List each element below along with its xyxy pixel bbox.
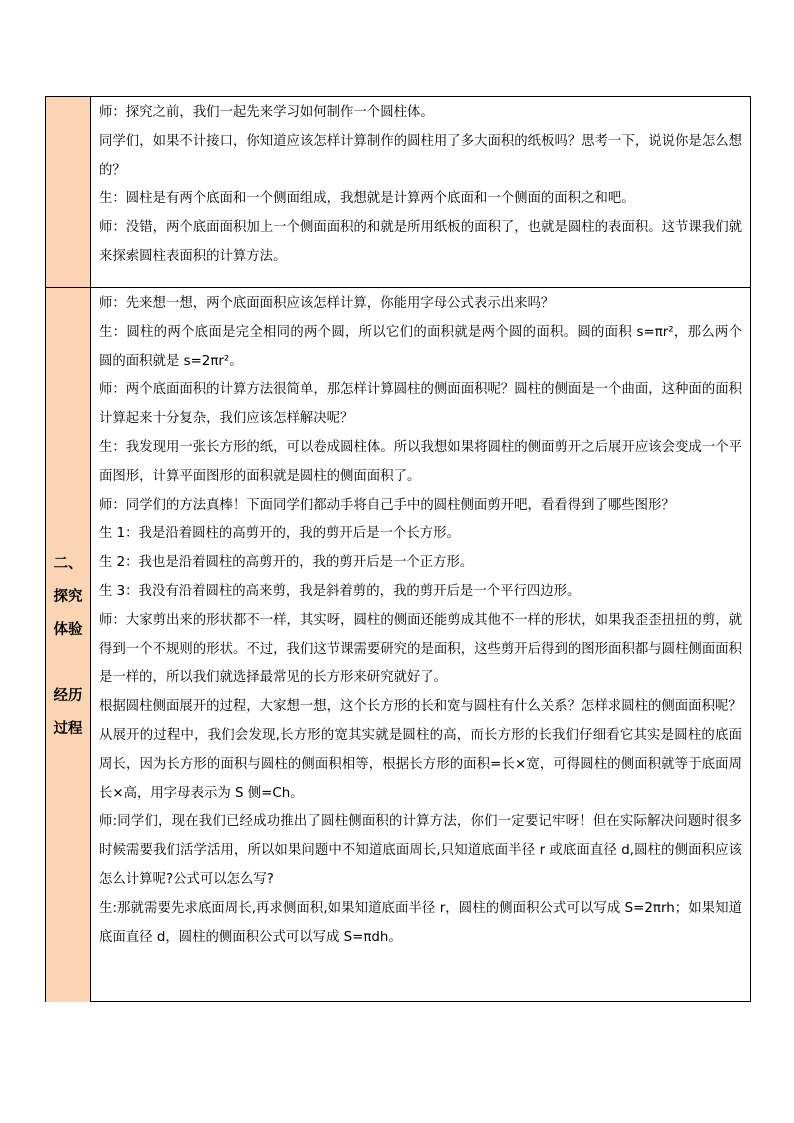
dialogue-paragraph: 生：圆柱是有两个底面和一个侧面组成，我想就是计算两个底面和一个侧面的面积之和吧。 [99,191,635,207]
table-row [46,97,750,288]
dialogue-paragraph: 生 1：我是沿着圆柱的高剪开的，我的剪开后是一个长方形。 [99,526,460,542]
dialogue-paragraph: 生:那就需要先求底面周长,再求侧面积,如果知道底面半径 r，圆柱的侧面积公式可以写成 S=2πrh；如果知道底面直径 d，圆柱的侧面积公式可以写成 S=πdh。 [99,900,742,945]
dialogue-paragraph: 生 3：我没有沿着圆柱的高来剪，我是斜着剪的，我的剪开后是一个平行四边形。 [99,583,581,599]
content-cell [91,288,750,1002]
dialogue-paragraph: 师：没错，两个底面面积加上一个侧面面积的和就是所用纸板的面积了，也就是圆柱的表面积。这节课我们就来探索圆柱表面积的计算方法。 [99,220,742,264]
dialogue-paragraph: 生：我发现用一张长方形的纸，可以卷成圆柱体。所以我想如果将圆柱的侧面剪开之后展开应该会变成一个平面图形，计算平面图形的面积就是圆柱的侧面面积了。 [99,439,742,484]
dialogue-paragraph: 师：两个底面面积的计算方法很简单，那怎样计算圆柱的侧面面积呢？圆柱的侧面是一个曲面，这种面的面积计算起来十分复杂，我们应该怎样解决呢？ [99,382,742,427]
stage-label-line: 过程 [53,721,83,737]
dialogue-paragraph: 师：同学们的方法真棒！下面同学们都动手将自己手中的圆柱侧面剪开吧，看看得到了哪些图形？ [99,497,675,513]
stage-label-cell [46,97,91,287]
dialogue-paragraph: 同学们，如果不计接口，你知道应该怎样计算制作的圆柱用了多大面积的纸板吗？思考一下，说说你是怎么想的？ [99,133,742,178]
stage-label-line: 经历 [53,688,83,704]
dialogue-paragraph: 生 2：我也是沿着圆柱的高剪开的，我的剪开后是一个正方形。 [99,555,474,571]
stage-label-line: 二、 [53,556,83,572]
dialogue-paragraph: 师：大家剪出来的形状都不一样，其实呀，圆柱的侧面还能剪成其他不一样的形状，如果我歪歪扭扭的剪，就得到一个不规则的形状。不过，我们这节课需要研究的是面积，这些剪开后得到的图形面积都与圆柱侧面面积是一样的，所以我们就选择最常见的长方形来研究就好了。 [99,612,742,686]
lesson-table [45,96,751,1002]
dialogue-paragraph: 根据圆柱侧面展开的过程，大家想一想，这个长方形的长和宽与圆柱有什么关系？怎样求圆柱的侧面面积呢？ [99,699,742,715]
dialogue-paragraph: 师：先来想一想，两个底面面积应该怎样计算，你能用字母公式表示出来吗？ [99,296,555,311]
content-cell [91,97,750,287]
stage-label-line: 探究 [53,589,83,605]
stage-label-cell [46,288,91,1002]
stage-label-line: 体验 [53,622,83,638]
stage-label [46,548,90,746]
dialogue-paragraph: 从展开的过程中，我们会发现,长方形的宽其实就是圆柱的高，而长方形的长我们仔细看它其实是圆柱的底面周长，因为长方形的面积与圆柱的侧面积相等，根据长方形的面积=长×宽，可得圆柱的侧面积就等于底面周长×高，用字母表示为 S 侧=Ch。 [99,727,742,801]
table-row [46,288,750,1002]
stage-label-line [46,647,90,680]
dialogue-paragraph: 师:同学们，现在我们已经成功推出了圆柱侧面积的计算方法，你们一定要记牢呀！但在实际解决问题时很多时候需要我们活学活用，所以如果问题中不知道底面周长,只知道底面半径 r 或底面直径 d,圆柱的侧面积应该怎么计算呢?公式可以怎么写? [99,814,742,887]
dialogue-paragraph: 师：探究之前，我们一起先来学习如何制作一个圆柱体。 [99,105,434,120]
dialogue-paragraph: 生：圆柱的两个底面是完全相同的两个圆，所以它们的面积就是两个圆的面积。圆的面积 s=πr²，那么两个圆的面积就是 s=2πr²。 [99,324,742,369]
